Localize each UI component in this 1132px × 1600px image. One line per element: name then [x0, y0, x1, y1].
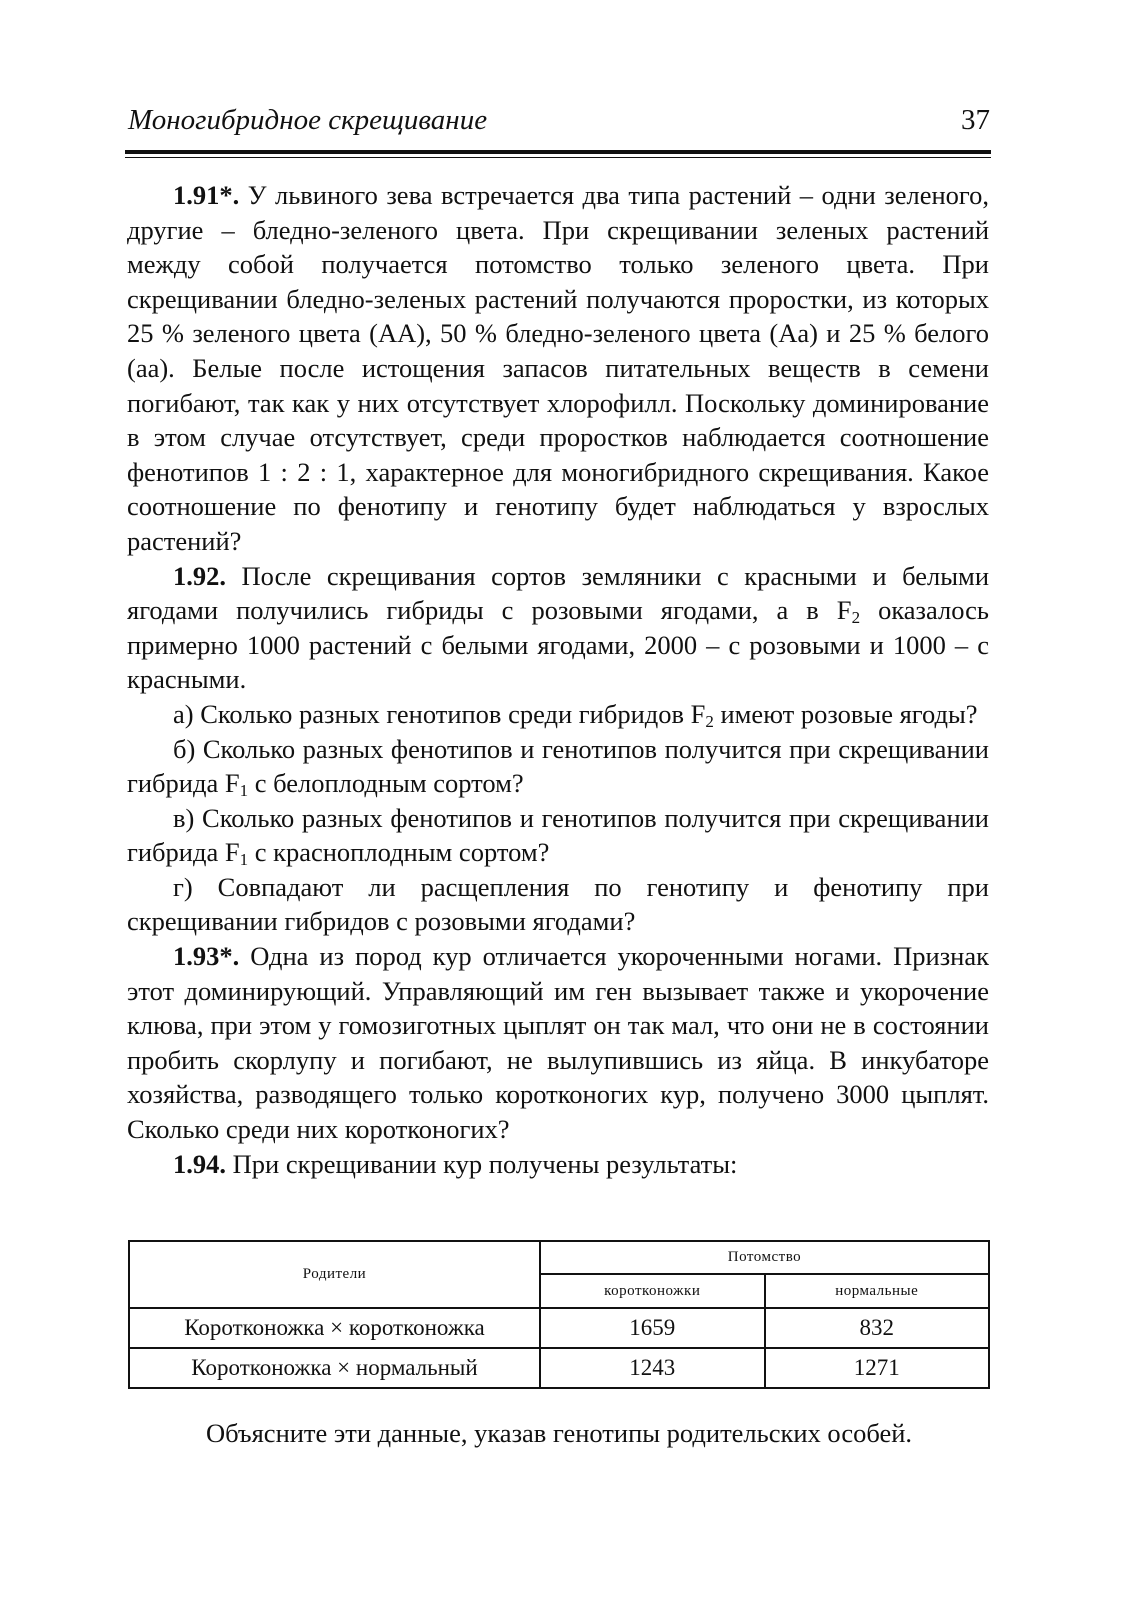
header-short-legged: коротконожки — [540, 1274, 765, 1308]
page-number: 37 — [961, 104, 990, 136]
cell-parents: Коротконожка × коротконожка — [129, 1308, 540, 1348]
problem-1-94 — [127, 1147, 989, 1182]
problem-number: 1.93*. — [173, 941, 240, 972]
problem-1-92 — [127, 559, 989, 697]
problems-text — [127, 178, 989, 1181]
cell-normal: 1271 — [765, 1348, 990, 1388]
problem-number: 1.94. — [173, 1148, 226, 1179]
problem-number: 1.91*. — [173, 180, 240, 210]
header-rule-thick — [125, 150, 991, 154]
subquestion-b — [127, 732, 989, 801]
problem-text: При скрещивании кур получены результаты: — [232, 1148, 738, 1179]
table-row — [129, 1308, 989, 1348]
subscript: 1 — [239, 781, 249, 801]
subscript: 1 — [239, 850, 249, 870]
cell-short: 1243 — [540, 1348, 765, 1388]
conclusion-text: Объясните эти данные, указав генотипы родительских особей. — [205, 1418, 913, 1448]
subquestion-text: г) Совпадают ли расщепления по генотипу и фенотипу при скрещивании гибридов с розовыми ягодами? — [127, 871, 989, 937]
running-title: Моногибридное скрещивание — [128, 104, 488, 136]
cell-short: 1659 — [540, 1308, 765, 1348]
problem-1-93 — [127, 939, 989, 1147]
subquestion-text: с красноплодным сортом? — [248, 837, 550, 868]
subquestion-text: а) Сколько разных генотипов среди гибридов F — [173, 698, 706, 729]
subquestion-v — [127, 801, 989, 870]
results-table — [128, 1240, 990, 1389]
problem-number: 1.92. — [173, 560, 226, 591]
table-row — [129, 1348, 989, 1388]
problem-text: У львиного зева встречается два типа растений – одни зеленого, другие – бледно-зеленого цвета. При скрещивании зеленых растений между собой получается потомство только зеленого цвета. При скрещивании бледно-зеленых растений получаются проростки, из которых 25 % зеленого цвета (AA), 50 % бледно-зеленого цвета (Aa) и 25 % белого (aa). Белые после истощения запасов питательных веществ в семени погибают, так как у них отсутствует хлорофилл. Поскольку доминирование в этом случае отсутствует, среди проростков наблюдается соотношение фенотипов 1 : 2 : 1, характерное для моногибридного скрещивания. Какое соотношение по фенотипу и генотипу будет наблюдаться у взрослых растений? — [127, 180, 990, 556]
page-header — [128, 104, 990, 144]
subscript: 2 — [851, 608, 861, 628]
header-offspring: Потомство — [540, 1241, 989, 1274]
problem-text: После скрещивания сортов земляники с красными и белыми ягодами получились гибриды с розовыми ягодами, а в F — [127, 560, 990, 626]
subquestion-text: в) Сколько разных фенотипов и генотипов получится при скрещивании гибрида F — [127, 802, 989, 868]
subquestion-text: имеют розовые ягоды? — [713, 698, 978, 729]
header-parents: Родители — [129, 1241, 540, 1308]
cell-normal: 832 — [765, 1308, 990, 1348]
problem-text: Одна из пород кур отличается укороченными ногами. Признак этот доминирующий. Управляющий им ген вызывает также и укорочение клюва, при этом у гомозиготных цыплят он так мал, что они не в состоянии пробить скорлупу и погибают, не вылупившись из яйца. В инкубаторе хозяйства, разводящего только коротконогих кур, получено 3000 цыплят. Сколько среди них коротконогих? — [127, 941, 989, 1145]
header-rule-thin — [125, 157, 991, 158]
header-normal: нормальные — [765, 1274, 990, 1308]
problem-text: оказалось примерно 1000 растений с белыми ягодами, 2000 – с розовыми и 1000 – с красными. — [127, 595, 990, 695]
subscript: 2 — [705, 711, 714, 731]
subquestion-a — [127, 697, 989, 732]
subquestion-text: б) Сколько разных фенотипов и генотипов получится при скрещивании гибрида F — [127, 733, 989, 799]
cell-parents: Коротконожка × нормальный — [129, 1348, 540, 1388]
subquestion-text: с белоплодным сортом? — [248, 768, 524, 799]
subquestion-g — [127, 870, 989, 939]
problem-1-91 — [127, 178, 989, 559]
